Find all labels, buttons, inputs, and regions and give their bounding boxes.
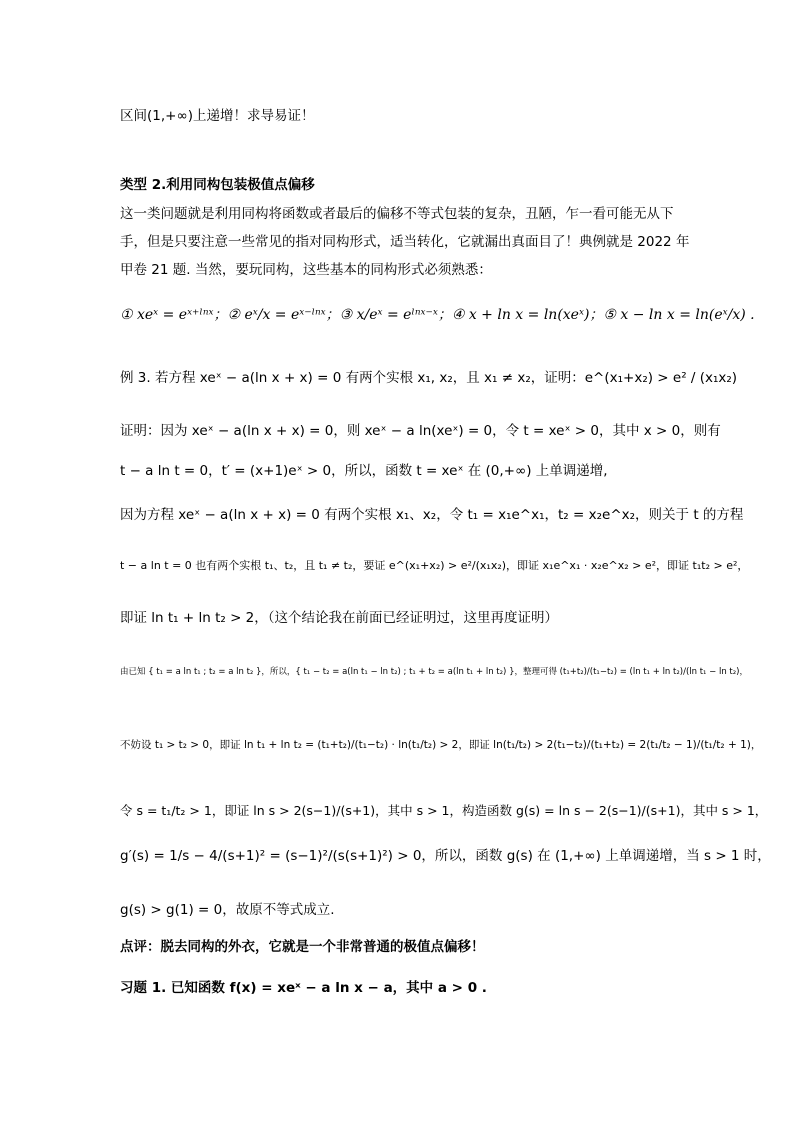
identities-line: ① xeˣ = eˣ⁺ˡⁿˣ；② eˣ/x = eˣ⁻ˡⁿˣ；③ x/eˣ = eˡⁿˣ⁻ˣ；④ x + ln x = ln(xeˣ)；⑤ x − ln x = ln(eˣ/x) . (120, 307, 755, 323)
proof-line: t − a ln t = 0，t′ = (x+1)eˣ > 0，所以，函数 t = xeˣ 在 (0,+∞) 上单调递增, (120, 463, 608, 479)
exercise-1: 习题 1. 已知函数 f(x) = xeˣ − a ln x − a，其中 a > 0 . (120, 980, 487, 996)
proof-line: 不妨设 t₁ > t₂ > 0，即证 ln t₁ + ln t₂ = (t₁+t₂)/(t₁−t₂) · ln(t₁/t₂) > 2，即证 ln(t₁/t₂) > 2(t₁−t₂)/(t₁+t₂) = 2(t₁/t₂ − 1)/(t₁/t₂ + 1)， (120, 739, 762, 751)
proof-line: 证明：因为 xeˣ − a(ln x + x) = 0，则 xeˣ − a ln(xeˣ) = 0，令 t = xeˣ > 0，其中 x > 0，则有 (120, 423, 721, 439)
proof-line: 即证 ln t₁ + ln t₂ > 2，（这个结论我在前面已经证明过，这里再度证明） (120, 610, 559, 626)
section-heading: 类型 2.利用同构包装极值点偏移 (120, 177, 315, 193)
proof-line: 因为方程 xeˣ − a(ln x + x) = 0 有两个实根 x₁、x₂，令 t₁ = x₁e^x₁，t₂ = x₂e^x₂，则关于 t 的方程 (120, 507, 744, 523)
proof-line: g′(s) = 1/s − 4/(s+1)² = (s−1)²/(s(s+1)²) > 0，所以，函数 g(s) 在 (1,+∞) 上单调递增，当 s > 1 时， (120, 848, 771, 864)
example-3: 例 3. 若方程 xeˣ − a(ln x + x) = 0 有两个实根 x₁, x₂，且 x₁ ≠ x₂，证明：e^(x₁+x₂) > e² / (x₁x₂) (120, 370, 738, 386)
proof-line: 令 s = t₁/t₂ > 1，即证 ln s > 2(s−1)/(s+1)，其中 s > 1，构造函数 g(s) = ln s − 2(s−1)/(s+1)，其中 s > 1， (120, 803, 768, 818)
comment: 点评：脱去同构的外衣，它就是一个非常普通的极值点偏移！ (120, 939, 485, 955)
proof-line: t − a ln t = 0 也有两个实根 t₁、t₂，且 t₁ ≠ t₂，要证 e^(x₁+x₂) > e²/(x₁x₂)，即证 x₁e^x₁ · x₂e^x₂ > e²，即证 t₁t₂ > e²， (120, 559, 749, 572)
proof-line: 由已知 { t₁ = a ln t₁ ; t₂ = a ln t₂ }，所以，{ t₁ − t₂ = a(ln t₁ − ln t₂) ; t₁ + t₂ = a(ln t₁ + ln t₂) }，整理可得 (t₁+t₂)/(t₁−t₂) = (ln t₁ + ln t₂)/(ln t₁ − ln t₂)， (120, 667, 748, 677)
proof-line: g(s) > g(1) = 0，故原不等式成立. (120, 902, 335, 918)
text-line: 区间(1,+∞)上递增！求导易证！ (120, 108, 315, 124)
paragraph: 这一类问题就是利用同构将函数或者最后的偏移不等式包装的复杂，丑陋，乍一看可能无从下手，但是只要注意一些常见的指对同构形式，适当转化，它就漏出真面目了！典例就是 2022 年甲卷 21 题. 当然，要玩同构，这些基本的同构形式必须熟悉： (120, 206, 690, 278)
